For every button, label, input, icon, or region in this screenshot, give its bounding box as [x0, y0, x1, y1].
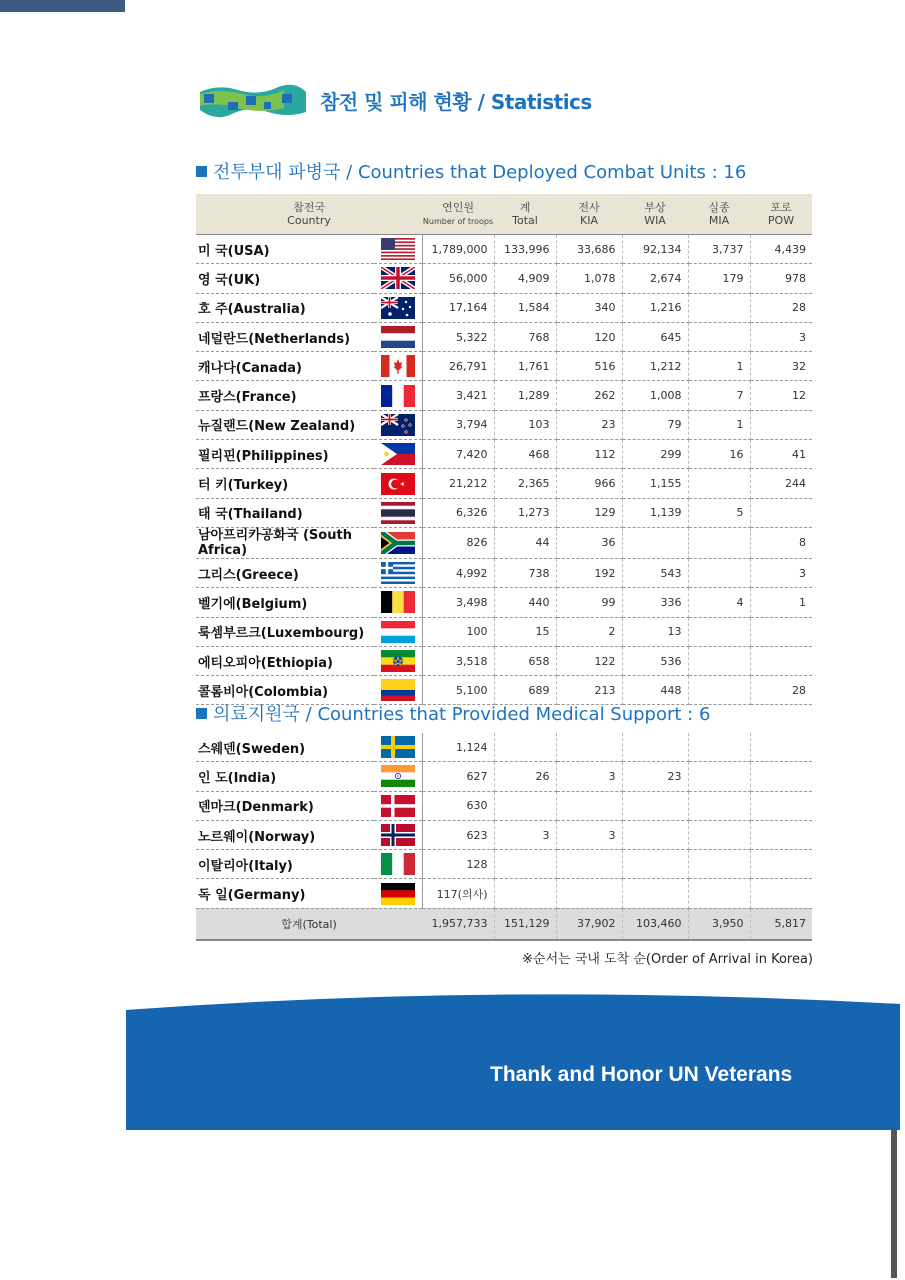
cell-troops: 5,100: [422, 676, 494, 705]
cell-kia: 33,686: [556, 235, 622, 264]
cell-troops: 6,326: [422, 498, 494, 527]
cell-total: 689: [494, 676, 556, 705]
turkey-flag-icon: [381, 473, 415, 495]
country-name: 룩셈부르크(Luxembourg): [196, 617, 374, 646]
country-name: 터 키(Turkey): [196, 469, 374, 498]
table-row: [196, 527, 812, 558]
cell-mia: [688, 558, 750, 587]
cell-pow: 4,439: [750, 235, 812, 264]
col-header-mia: 실종 MIA: [688, 194, 750, 235]
cell-pow: 3: [750, 558, 812, 587]
table-row: [196, 762, 812, 791]
cell-mia: [688, 733, 750, 762]
combat-table: [196, 194, 812, 705]
cell-kia: [556, 733, 622, 762]
order-note: ※순서는 국내 도착 순(Order of Arrival in Korea): [522, 952, 813, 967]
cell-wia: 79: [622, 410, 688, 439]
cell-pow: 244: [750, 469, 812, 498]
cell-kia: 129: [556, 498, 622, 527]
cell-total: 1,761: [494, 352, 556, 381]
cell-troops: 17,164: [422, 293, 494, 322]
cell-mia: [688, 820, 750, 849]
cell-total: [494, 791, 556, 820]
flag-cell: [374, 850, 422, 879]
table-row: [196, 264, 812, 293]
cell-pow: [750, 791, 812, 820]
south-africa-flag-icon: [381, 532, 415, 554]
cell-troops: 128: [422, 850, 494, 879]
cell-wia: [622, 527, 688, 558]
cell-wia: 1,155: [622, 469, 688, 498]
table-row: [196, 733, 812, 762]
square-bullet-icon: [196, 166, 207, 177]
flag-cell: [374, 791, 422, 820]
medical-section-heading: [196, 700, 710, 726]
flag-cell: [374, 410, 422, 439]
cell-pow: 3: [750, 322, 812, 351]
cell-troops: 56,000: [422, 264, 494, 293]
cell-pow: [750, 820, 812, 849]
cell-total: [494, 733, 556, 762]
france-flag-icon: [381, 385, 415, 407]
cell-mia: [688, 646, 750, 675]
country-name: 프랑스(France): [196, 381, 374, 410]
table-row: [196, 588, 812, 617]
cell-kia: [556, 850, 622, 879]
cell-kia: 192: [556, 558, 622, 587]
table-row: [196, 558, 812, 587]
usa-flag-icon: [381, 238, 415, 260]
cell-pow: 8: [750, 527, 812, 558]
canada-flag-icon: [381, 355, 415, 377]
table-row: [196, 293, 812, 322]
country-name: 노르웨이(Norway): [196, 820, 374, 849]
cell-troops: 630: [422, 791, 494, 820]
table-row: [196, 850, 812, 879]
top-edge-bar: [0, 0, 125, 12]
cell-troops: 826: [422, 527, 494, 558]
cell-mia: [688, 293, 750, 322]
total-troops: 1,957,733: [422, 908, 494, 940]
country-name: 필리핀(Philippines): [196, 440, 374, 469]
cell-kia: 3: [556, 820, 622, 849]
cell-total: 103: [494, 410, 556, 439]
cell-wia: 1,008: [622, 381, 688, 410]
cell-pow: 32: [750, 352, 812, 381]
country-name: 네덜란드(Netherlands): [196, 322, 374, 351]
cell-mia: [688, 879, 750, 908]
cell-total: 3: [494, 820, 556, 849]
cell-mia: 16: [688, 440, 750, 469]
cell-troops: 5,322: [422, 322, 494, 351]
cell-mia: [688, 791, 750, 820]
cell-kia: 1,078: [556, 264, 622, 293]
flag-cell: [374, 469, 422, 498]
cell-total: 468: [494, 440, 556, 469]
flag-cell: [374, 235, 422, 264]
cell-total: [494, 879, 556, 908]
cell-kia: 120: [556, 322, 622, 351]
table-row: [196, 410, 812, 439]
cell-total: 658: [494, 646, 556, 675]
cell-total: 133,996: [494, 235, 556, 264]
country-name: 에티오피아(Ethiopia): [196, 646, 374, 675]
cell-wia: 1,139: [622, 498, 688, 527]
flag-cell: [374, 617, 422, 646]
cell-total: 1,289: [494, 381, 556, 410]
cell-mia: 7: [688, 381, 750, 410]
cell-kia: 262: [556, 381, 622, 410]
cell-mia: 3,737: [688, 235, 750, 264]
total-total: 151,129: [494, 908, 556, 940]
germany-flag-icon: [381, 883, 415, 905]
cell-mia: 1: [688, 410, 750, 439]
col-header-pow: 포로 POW: [750, 194, 812, 235]
country-name: 인 도(India): [196, 762, 374, 791]
banner-slogan: Thank and Honor UN Veterans: [490, 1063, 793, 1086]
cell-total: 2,365: [494, 469, 556, 498]
cell-kia: 966: [556, 469, 622, 498]
cell-troops: 1,789,000: [422, 235, 494, 264]
cell-kia: 516: [556, 352, 622, 381]
cell-troops: 100: [422, 617, 494, 646]
medical-heading-text: 의료지원국 / Countries that Provided Medical Support : 6: [213, 704, 711, 725]
country-name: 태 국(Thailand): [196, 498, 374, 527]
table-row: [196, 820, 812, 849]
total-label: 합계(Total): [196, 908, 422, 940]
cell-troops: 7,420: [422, 440, 494, 469]
country-name: 이탈리아(Italy): [196, 850, 374, 879]
table-row: [196, 617, 812, 646]
cell-wia: 645: [622, 322, 688, 351]
cell-total: 4,909: [494, 264, 556, 293]
country-name: 그리스(Greece): [196, 558, 374, 587]
cell-mia: 4: [688, 588, 750, 617]
cell-troops: 3,498: [422, 588, 494, 617]
luxembourg-flag-icon: [381, 621, 415, 643]
cell-wia: 336: [622, 588, 688, 617]
total-kia: 37,902: [556, 908, 622, 940]
cell-mia: 179: [688, 264, 750, 293]
australia-flag-icon: [381, 297, 415, 319]
col-header-kia: 전사 KIA: [556, 194, 622, 235]
cell-wia: [622, 791, 688, 820]
cell-troops: 21,212: [422, 469, 494, 498]
table-row: [196, 352, 812, 381]
cell-troops: 1,124: [422, 733, 494, 762]
cell-total: 440: [494, 588, 556, 617]
cell-total: [494, 850, 556, 879]
country-name: 호 주(Australia): [196, 293, 374, 322]
flag-cell: [374, 322, 422, 351]
flag-cell: [374, 879, 422, 908]
cell-troops: 627: [422, 762, 494, 791]
cell-mia: 5: [688, 498, 750, 527]
country-name: 영 국(UK): [196, 264, 374, 293]
cell-kia: 213: [556, 676, 622, 705]
flag-cell: [374, 733, 422, 762]
flag-cell: [374, 381, 422, 410]
cell-wia: 1,216: [622, 293, 688, 322]
country-name: 벨기에(Belgium): [196, 588, 374, 617]
cell-pow: [750, 498, 812, 527]
cell-wia: 536: [622, 646, 688, 675]
cell-troops: 3,518: [422, 646, 494, 675]
combat-heading-text: 전투부대 파병국 / Countries that Deployed Combat Units : 16: [213, 162, 747, 183]
cell-pow: 41: [750, 440, 812, 469]
cell-pow: 28: [750, 293, 812, 322]
country-name: 콜롬비아(Colombia): [196, 676, 374, 705]
cell-troops: 4,992: [422, 558, 494, 587]
cell-mia: 1: [688, 352, 750, 381]
greece-flag-icon: [381, 562, 415, 584]
cell-troops: 3,794: [422, 410, 494, 439]
cell-kia: 122: [556, 646, 622, 675]
flag-cell: [374, 762, 422, 791]
cell-wia: 1,212: [622, 352, 688, 381]
flag-cell: [374, 264, 422, 293]
combat-section-heading: [196, 158, 746, 184]
cell-pow: 28: [750, 676, 812, 705]
new-zealand-flag-icon: [381, 414, 415, 436]
table-row: [196, 381, 812, 410]
cell-mia: [688, 322, 750, 351]
cell-wia: 543: [622, 558, 688, 587]
cell-troops: 117(의사): [422, 879, 494, 908]
cell-kia: 112: [556, 440, 622, 469]
cell-pow: [750, 410, 812, 439]
cell-kia: 340: [556, 293, 622, 322]
cell-wia: [622, 850, 688, 879]
philippines-flag-icon: [381, 443, 415, 465]
flag-cell: [374, 558, 422, 587]
italy-flag-icon: [381, 853, 415, 875]
uk-flag-icon: [381, 267, 415, 289]
sweden-flag-icon: [381, 736, 415, 758]
flag-cell: [374, 588, 422, 617]
table-row: [196, 791, 812, 820]
flag-cell: [374, 293, 422, 322]
flag-cell: [374, 646, 422, 675]
combat-table-header: [196, 194, 812, 235]
thailand-flag-icon: [381, 502, 415, 524]
cell-pow: 1: [750, 588, 812, 617]
table-row: [196, 235, 812, 264]
bottom-banner: [126, 990, 900, 1130]
cell-pow: [750, 762, 812, 791]
square-bullet-icon: [196, 708, 207, 719]
table-row: [196, 440, 812, 469]
cell-total: 44: [494, 527, 556, 558]
flag-cell: [374, 820, 422, 849]
colombia-flag-icon: [381, 679, 415, 701]
country-name: 독 일(Germany): [196, 879, 374, 908]
total-mia: 3,950: [688, 908, 750, 940]
statistics-logo-icon: [198, 80, 308, 120]
cell-troops: 26,791: [422, 352, 494, 381]
country-name: 뉴질랜드(New Zealand): [196, 410, 374, 439]
cell-kia: 2: [556, 617, 622, 646]
country-name: 남아프리카공화국 (South Africa): [196, 527, 374, 558]
cell-wia: 2,674: [622, 264, 688, 293]
flag-cell: [374, 527, 422, 558]
cell-pow: [750, 879, 812, 908]
cell-wia: 13: [622, 617, 688, 646]
cell-wia: 92,134: [622, 235, 688, 264]
total-row: [196, 908, 812, 940]
cell-kia: 3: [556, 762, 622, 791]
page-title: 참전 및 피해 현황 / Statistics: [320, 90, 592, 114]
country-name: 스웨덴(Sweden): [196, 733, 374, 762]
cell-total: 26: [494, 762, 556, 791]
netherlands-flag-icon: [381, 326, 415, 348]
table-row: [196, 498, 812, 527]
total-wia: 103,460: [622, 908, 688, 940]
cell-kia: 23: [556, 410, 622, 439]
cell-troops: 3,421: [422, 381, 494, 410]
right-edge-bar: [891, 1128, 897, 1278]
cell-pow: 12: [750, 381, 812, 410]
total-pow: 5,817: [750, 908, 812, 940]
norway-flag-icon: [381, 824, 415, 846]
belgium-flag-icon: [381, 591, 415, 613]
cell-mia: [688, 527, 750, 558]
cell-wia: 448: [622, 676, 688, 705]
table-row: [196, 646, 812, 675]
cell-wia: 23: [622, 762, 688, 791]
cell-mia: [688, 762, 750, 791]
cell-kia: [556, 791, 622, 820]
col-header-country: 참전국 Country: [196, 194, 422, 235]
cell-total: 1,273: [494, 498, 556, 527]
india-flag-icon: [381, 765, 415, 787]
ethiopia-flag-icon: [381, 650, 415, 672]
cell-wia: [622, 879, 688, 908]
country-name: 캐나다(Canada): [196, 352, 374, 381]
cell-mia: [688, 469, 750, 498]
cell-kia: [556, 879, 622, 908]
cell-pow: [750, 733, 812, 762]
country-name: 덴마크(Denmark): [196, 791, 374, 820]
col-header-troops: 연인원 Number of troops: [422, 194, 494, 235]
cell-wia: [622, 733, 688, 762]
cell-kia: 36: [556, 527, 622, 558]
flag-cell: [374, 440, 422, 469]
country-name: 미 국(USA): [196, 235, 374, 264]
cell-troops: 623: [422, 820, 494, 849]
cell-pow: [750, 646, 812, 675]
denmark-flag-icon: [381, 795, 415, 817]
table-row: [196, 322, 812, 351]
col-header-total: 계 Total: [494, 194, 556, 235]
cell-pow: [750, 850, 812, 879]
table-row: [196, 879, 812, 908]
cell-total: 738: [494, 558, 556, 587]
cell-pow: 978: [750, 264, 812, 293]
cell-total: 768: [494, 322, 556, 351]
table-row: [196, 469, 812, 498]
flag-cell: [374, 498, 422, 527]
cell-wia: [622, 820, 688, 849]
medical-table: [196, 733, 812, 941]
flag-cell: [374, 352, 422, 381]
cell-mia: [688, 617, 750, 646]
cell-kia: 99: [556, 588, 622, 617]
col-header-wia: 부상 WIA: [622, 194, 688, 235]
cell-mia: [688, 850, 750, 879]
cell-total: 15: [494, 617, 556, 646]
cell-pow: [750, 617, 812, 646]
cell-wia: 299: [622, 440, 688, 469]
cell-total: 1,584: [494, 293, 556, 322]
